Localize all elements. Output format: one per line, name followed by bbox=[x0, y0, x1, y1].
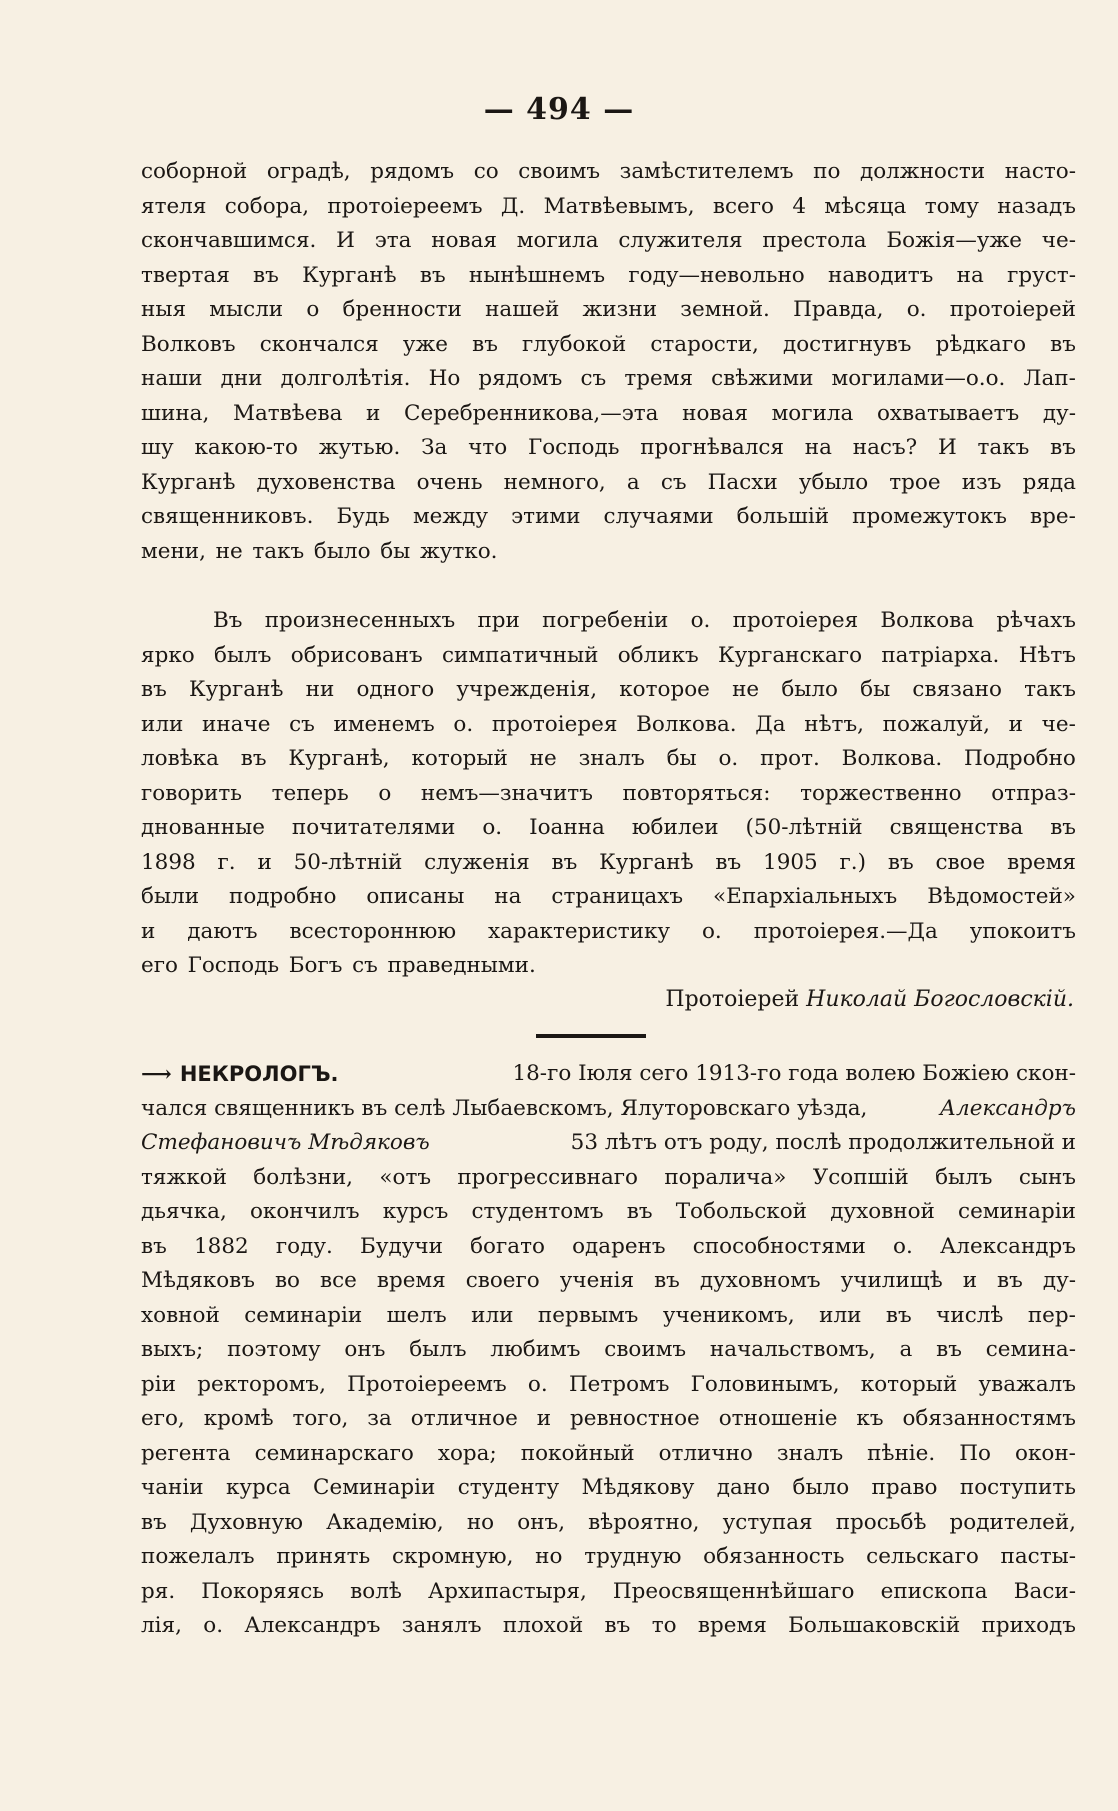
text-line: его Господь Богъ съ праведными. bbox=[141, 953, 536, 978]
text-line: Въ произнесенныхъ при погребеніи о. протоіерея Волкова рѣчахъ bbox=[213, 608, 1076, 633]
text-line: Волковъ скончался уже въ глубокой старости, достигнувъ рѣдкаго въ bbox=[141, 331, 1076, 357]
text-line: въ Курганѣ ни одного учрежденія, которое не было бы связано такъ bbox=[141, 677, 1076, 702]
necrology-line bbox=[141, 1092, 1076, 1127]
text-line: соборной оградѣ, рядомъ со своимъ замѣстителемъ по должности насто- bbox=[141, 159, 1076, 184]
text-line: наши дни долголѣтія. Но рядомъ съ тремя свѣжими могилами—о.о. Лап- bbox=[141, 366, 1076, 391]
text-line: его, кромѣ того, за отличное и ревностное отношеніе къ обязанностямъ bbox=[141, 1406, 1076, 1431]
necrology-section bbox=[141, 1057, 1076, 1644]
necrology-text: 53 лѣтъ отъ роду, послѣ продолжительной и bbox=[570, 1130, 1076, 1155]
text-line: или иначе съ именемъ о. протоіерея Волкова. Да нѣтъ, пожалуй, и че- bbox=[141, 711, 1076, 737]
text-line: ятеля собора, протоіереемъ Д. Матвѣевымъ, всего 4 мѣсяца тому назадъ bbox=[141, 193, 1076, 219]
section-divider bbox=[536, 1034, 646, 1038]
necrology-heading-line bbox=[141, 1057, 1076, 1092]
necrology-line bbox=[141, 1126, 1076, 1161]
text-line: шина, Матвѣева и Серебренникова,—эта новая могила охватываетъ ду- bbox=[141, 400, 1076, 426]
text-line: ярко былъ обрисованъ симпатичный обликъ Курганскаго патріарха. Нѣтъ bbox=[141, 642, 1076, 668]
text-line: Мѣдяковъ во все время своего ученія въ духовномъ училищѣ и въ ду- bbox=[141, 1268, 1076, 1293]
pointer-arrow-icon: ⟶ bbox=[141, 1062, 170, 1087]
text-line: лія, о. Александръ занялъ плохой въ то время Большаковскій приходъ bbox=[141, 1613, 1076, 1638]
text-line: тяжкой болѣзни, «отъ прогрессивнаго поралича» Усопшій былъ сынъ bbox=[141, 1164, 1076, 1190]
text-line: мени, не такъ было бы жутко. bbox=[141, 538, 498, 564]
signature-author: Николай Богословскій. bbox=[806, 987, 1074, 1012]
text-line: священниковъ. Будь между этими случаями большій промежутокъ вре- bbox=[141, 504, 1076, 529]
text-line: регента семинарскаго хора; покойный отлично зналъ пѣніе. По окон- bbox=[141, 1440, 1076, 1466]
deceased-name: Александръ bbox=[939, 1095, 1076, 1121]
text-line: ныя мысли о бренности нашей жизни земной. Правда, о. протоіерей bbox=[141, 297, 1076, 322]
text-line: твертая въ Курганѣ въ нынѣшнемъ году—невольно наводитъ на груст- bbox=[141, 262, 1076, 288]
text-line: въ Духовную Академію, но онъ, вѣроятно, уступая просьбѣ родителей, bbox=[141, 1509, 1076, 1535]
text-line: ря. Покоряясь волѣ Архипастыря, Преосвященнѣйшаго епископа Васи- bbox=[141, 1578, 1076, 1604]
text-line: въ 1882 году. Будучи богато одаренъ способностями о. Александръ bbox=[141, 1233, 1076, 1259]
paragraph-1 bbox=[141, 155, 1076, 569]
signature bbox=[665, 983, 1074, 1017]
text-line: 1898 г. и 50-лѣтній служенія въ Курганѣ въ 1905 г.) въ свое время bbox=[141, 849, 1076, 875]
text-line: шу какою-то жутью. За что Господь прогнѣвался на насъ? И такъ въ bbox=[141, 435, 1076, 460]
necrology-heading: НЕКРОЛОГЪ. bbox=[179, 1062, 339, 1086]
paragraph-2 bbox=[141, 604, 1076, 984]
text-line: Курганѣ духовенства очень немного, а съ Пасхи убыло трое изъ ряда bbox=[141, 469, 1076, 495]
text-line: ховной семинаріи шелъ или первымъ ученикомъ, или въ числѣ пер- bbox=[141, 1302, 1076, 1328]
text-line: дьячка, окончилъ курсъ студентомъ въ Тобольской духовной семинаріи bbox=[141, 1199, 1076, 1224]
text-line: ловѣка въ Курганѣ, который не зналъ бы о. прот. Волкова. Подробно bbox=[141, 746, 1076, 771]
necrology-text: чался священникъ въ селѣ Лыбаевскомъ, Ялуторовскаго уѣзда, bbox=[141, 1095, 868, 1121]
text-line: чаніи курса Семинаріи студенту Мѣдякову дано было право поступить bbox=[141, 1475, 1076, 1500]
signature-title: Протоіерей bbox=[665, 987, 800, 1012]
text-line: днованные почитателями о. Іоанна юбилеи (50-лѣтній священства въ bbox=[141, 815, 1076, 840]
text-line: ріи ректоромъ, Протоіереемъ о. Петромъ Головинымъ, который уважалъ bbox=[141, 1371, 1076, 1397]
text-line: выхъ; поэтому онъ былъ любимъ своимъ начальствомъ, а въ семина- bbox=[141, 1337, 1076, 1362]
text-line: и даютъ всестороннюю характеристику о. протоіерея.—Да упокоитъ bbox=[141, 918, 1076, 944]
text-line: скончавшимся. И эта новая могила служителя престола Божія—уже че- bbox=[141, 228, 1076, 253]
text-line: говорить теперь о немъ—значитъ повторяться: торжественно отпраз- bbox=[141, 780, 1076, 806]
text-line: пожелалъ принять скромную, но трудную обязанность сельскаго пасты- bbox=[141, 1544, 1076, 1569]
necrology-first-line: 18-го Іюля сего 1913-го года волею Божіею скон- bbox=[512, 1061, 1076, 1086]
page-number: — 494 — bbox=[483, 92, 635, 127]
deceased-name: Стефановичъ Мѣдяковъ bbox=[141, 1130, 430, 1155]
text-line: были подробно описаны на страницахъ «Епархіальныхъ Вѣдомостей» bbox=[141, 884, 1076, 909]
